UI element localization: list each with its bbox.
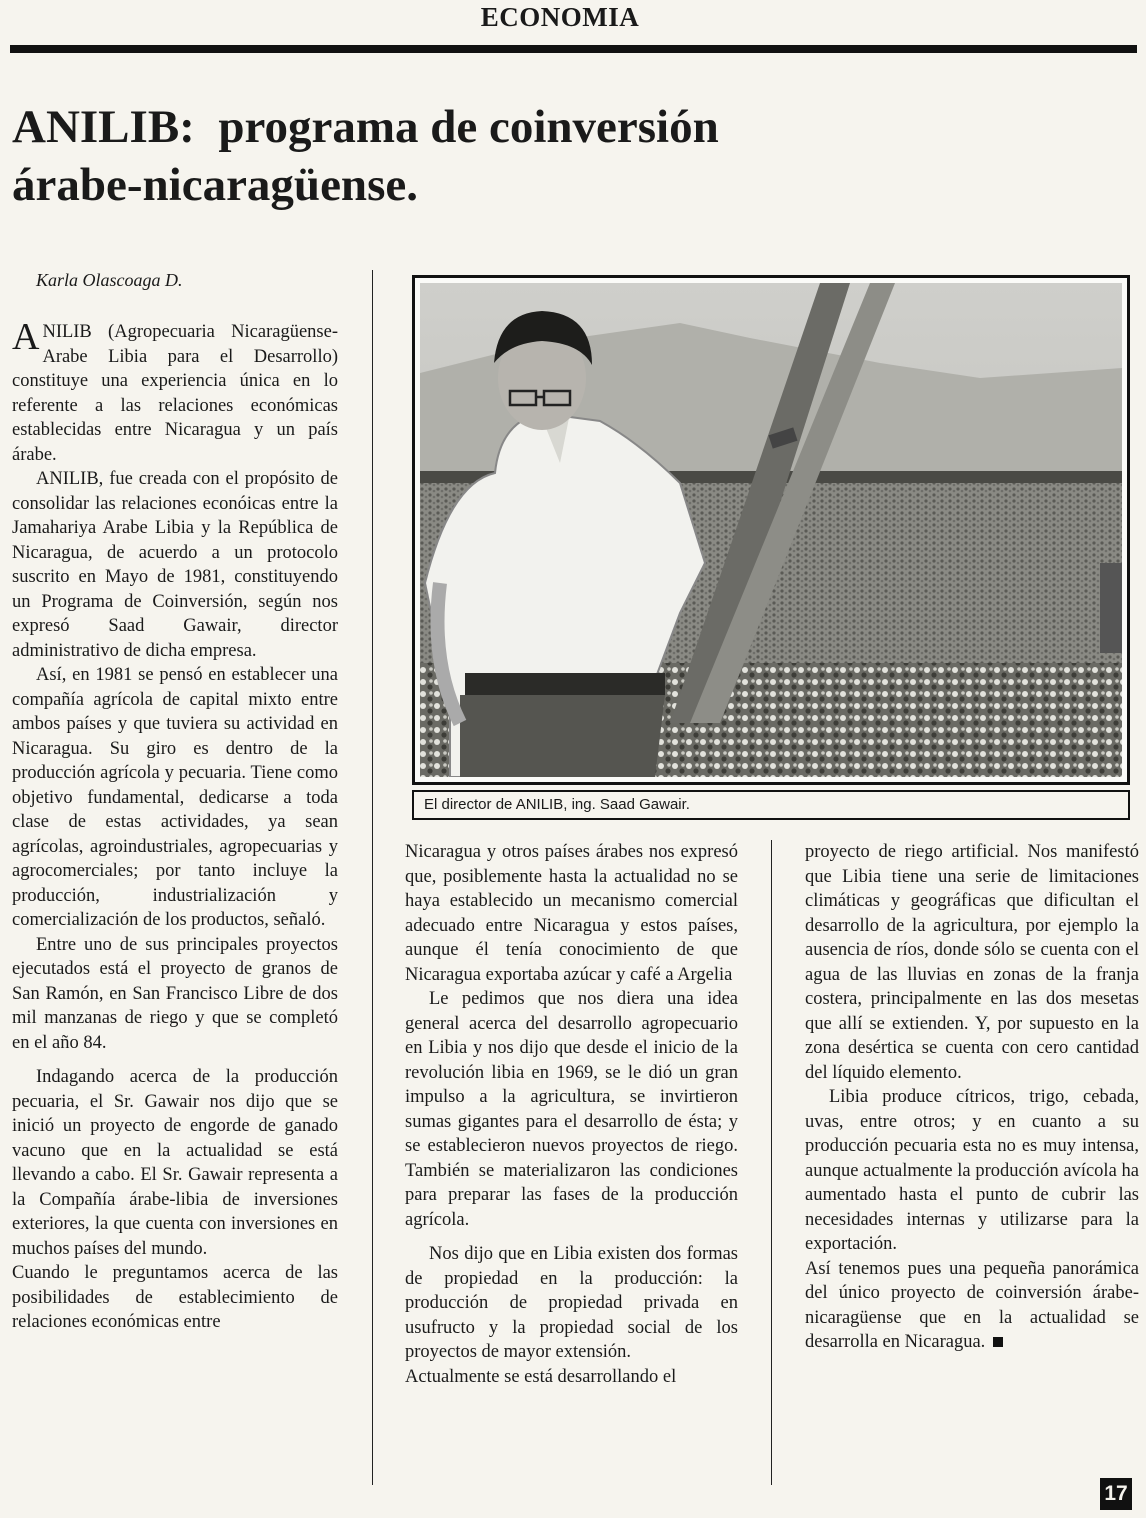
director-photo [420,283,1122,777]
article-paragraph: Cuando le preguntamos acerca de las posibilidades de establecimiento de relaciones económicas entre [12,1263,338,1332]
page-number: 17 [1100,1478,1132,1510]
article-paragraph: Libia produce cítricos, trigo, cebada, uvas, entre otros; y en cuanto a su producción pecuaria esta no es muy intensa, aunque actualmente la producción avícola ha aumentado hasta el punto de cubrir las necesidades internas y utilizarse para la exportación. [805,1087,1139,1254]
article-paragraph: Así, en 1981 se pensó en establecer una compañía agrícola de capital mixto entre ambos países y que tuviera su actividad en Nicaragua. Su giro es dentro de la producción agrícola y pecuaria. Tiene como objetivo fundamental, dedicarse a toda clase de estas actividades, ya sean agrícolas, agroindustriales, agropecuarias y agrocomerciales; por tanto incluye la producción, industrialización y comercialización de los productos, señaló. [12,665,338,930]
article-paragraph: Le pedimos que nos diera una idea general acerca del desarrollo agropecuario en Libia y nos dijo que desde el inicio de la revolución libia en 1969, se le dió un gran impulso a la agricultura, se invirtieron sumas gigantes para el desarrollo de ésta; y se establecieron nuevos proyectos de riego. También se materializaron las condiciones para preparar las fases de la producción agrícola. [405,989,738,1230]
article-paragraph: Actualmente se está desarrollando el [405,1366,677,1387]
article-paragraph: proyecto de riego artificial. Nos manifestó que Libia tiene una serie de limitaciones climáticas y geográficas que dificultan el desarrollo de la agricultura, por ejemplo la ausencia de ríos, donde sólo se cuenta con el agua de las lluvias en zonas de la franja costera, principalmente en las dos mesetas que allí se extienden. Y, por supuesto en la zona desértica se cuenta con cero cantidad del líquido elemento. [805,842,1139,1083]
photo-caption: El director de ANILIB, ing. Saad Gawair. [412,790,1130,820]
article-paragraph: Entre uno de sus principales proyectos ejecutados está el proyecto de granos de San Ramón, en San Francisco Libre de dos mil manzanas de riego y que se completó en el año 84. [12,934,338,1053]
headline-line-2: árabe-nicaragüense. [12,159,418,211]
photo-frame [412,275,1130,785]
article-column-3 [805,840,1139,1355]
article-paragraph: ANILIB, fue creada con el propósito de consolidar las relaciones econóicas entre la Jamahariya Arabe Libia y la República de Nicaragua, de acuerdo a un protocolo suscrito en Mayo de 1981, constituyendo un Programa de Coinversión, según nos expresó Saad Gawair, director administrativo de dicha empresa. [12,469,338,661]
article-paragraph: Indagando acerca de la producción pecuaria, el Sr. Gawair nos dijo que se inició un proyecto de engorde de ganado vacuno que en la actualidad se está llevando a cabo. El Sr. Gawair representa a la Compañía árabe-libia de inversiones exteriores, la que cuenta con inversiones en muchos países del mundo. [12,1067,338,1259]
article-paragraph: ANILIB (Agropecuaria Nicaragüense-Arabe Libia para el Desarrollo) constituye una experiencia única en lo referente a las relaciones económicas establecidas entre Nicaragua y un país árabe. [12,316,338,465]
byline: Karla Olascoaga D. [36,270,183,290]
column-rule-left [372,270,373,1485]
article-column-2 [405,840,738,1389]
article-paragraph: Así tenemos pues una pequeña panorámica del único proyecto de coinversión árabe-nicaragüense que en la actualidad se desarrolla en Nicaragua. [805,1258,1139,1352]
column-rule-right [771,840,772,1485]
section-rule [10,45,1137,53]
section-label: ECONOMIA [480,2,640,32]
end-mark-icon [993,1337,1003,1347]
article-column-1 [12,316,338,1335]
headline-line-1: ANILIB: programa de coinversión [12,101,719,153]
drop-cap: A [12,316,40,358]
article-paragraph: Nos dijo que en Libia existen dos formas de propiedad en la producción: la producción de propiedad privada en usufructo y la propiedad social de los proyectos de mayor extensión. [405,1244,738,1362]
article-paragraph: Nicaragua y otros países árabes nos expresó que, posiblemente hasta la actualidad no se haya establecido un mecanismo comercial adecuado entre Nicaragua y estos países, aunque él tenía conocimiento de que Nicaragua exportaba azúcar y café a Argelia [405,842,738,985]
headline [12,98,1012,214]
